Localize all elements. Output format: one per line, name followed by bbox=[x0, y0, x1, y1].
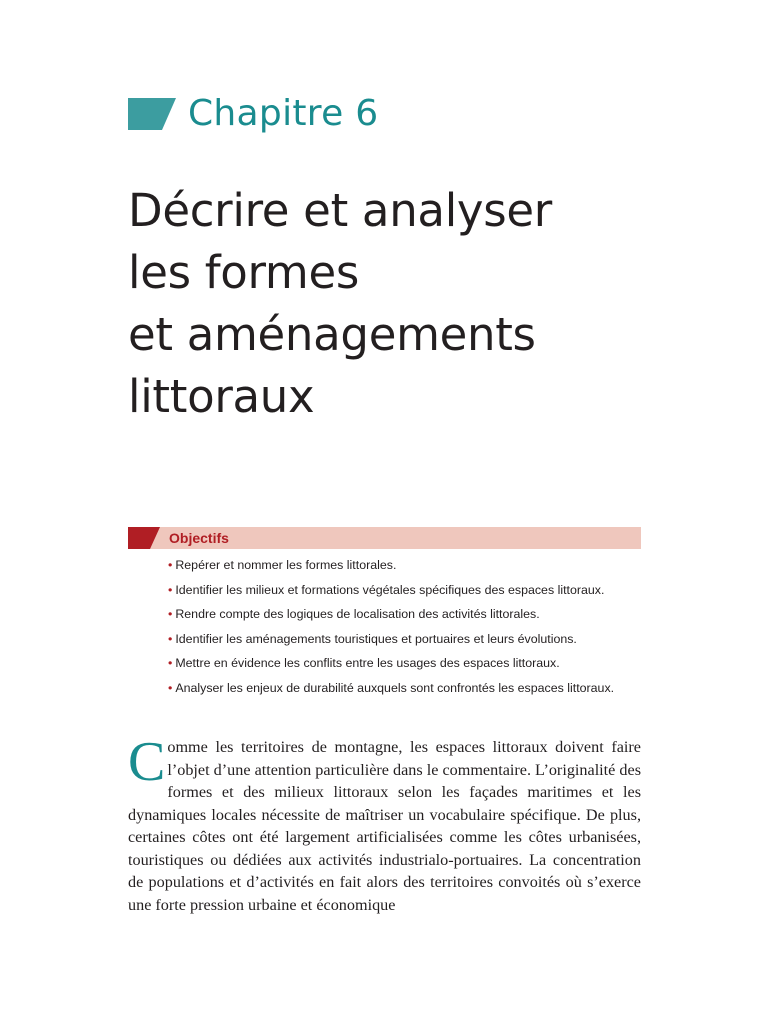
chapter-title-line: Décrire et analyser bbox=[128, 184, 552, 237]
objective-item bbox=[168, 655, 641, 672]
chapter-header bbox=[128, 92, 379, 136]
objective-item bbox=[168, 606, 641, 623]
chapter-title-line: les formes bbox=[128, 246, 359, 299]
objectives-marker-icon bbox=[128, 527, 160, 549]
chapter-title-line: littoraux bbox=[128, 370, 315, 423]
objectives-list bbox=[128, 557, 641, 697]
objective-text: Identifier les aménagements touristiques et portuaires et leurs évolutions. bbox=[175, 631, 577, 646]
objective-text: Analyser les enjeux de durabilité auxquels sont confrontés les espaces littoraux. bbox=[175, 680, 615, 695]
bullet-icon: • bbox=[168, 631, 173, 646]
intro-paragraph bbox=[128, 731, 641, 916]
bullet-icon: • bbox=[168, 680, 173, 695]
bullet-icon: • bbox=[168, 582, 173, 597]
chapter-marker-icon bbox=[128, 98, 176, 130]
chapter-label: Chapitre 6 bbox=[188, 93, 379, 134]
objective-text: Mettre en évidence les conflits entre les usages des espaces littoraux. bbox=[175, 656, 560, 670]
objective-item bbox=[168, 680, 641, 697]
objective-item bbox=[168, 557, 641, 574]
objective-item bbox=[168, 582, 641, 599]
chapter-title-line: et aménagements bbox=[128, 308, 536, 361]
bullet-icon: • bbox=[168, 558, 173, 572]
objective-text: Repérer et nommer les formes littorales. bbox=[175, 558, 397, 572]
objective-text: Identifier les milieux et formations végétales spécifiques des espaces littoraux. bbox=[175, 582, 605, 597]
bullet-icon: • bbox=[168, 656, 173, 670]
dropcap: C bbox=[128, 731, 166, 793]
objectives-box bbox=[128, 527, 641, 697]
objectives-heading: Objectifs bbox=[169, 530, 229, 546]
bullet-icon: • bbox=[168, 607, 173, 621]
objective-text: Rendre compte des logiques de localisation des activités littorales. bbox=[175, 607, 540, 621]
objectives-header-bar bbox=[128, 527, 641, 549]
chapter-title bbox=[128, 180, 688, 428]
intro-text: omme les territoires de montagne, les espaces littoraux doivent faire l’objet d’une attention particulière dans le commentaire. L’originalité des formes et des milieux littoraux selon les façades maritimes et les dynamiques locales nécessite de maîtriser un vocabulaire spécifique. De plus, certaines côtes ont été largement artificialisées comme les côtes urbanisées, touristiques ou dédiées aux activités industrialo-portuaires. La concentration de populations et d’activités en fait alors des territoires convoités où s’exerce une forte pression urbaine et économique bbox=[128, 738, 641, 914]
objective-item bbox=[168, 631, 641, 648]
